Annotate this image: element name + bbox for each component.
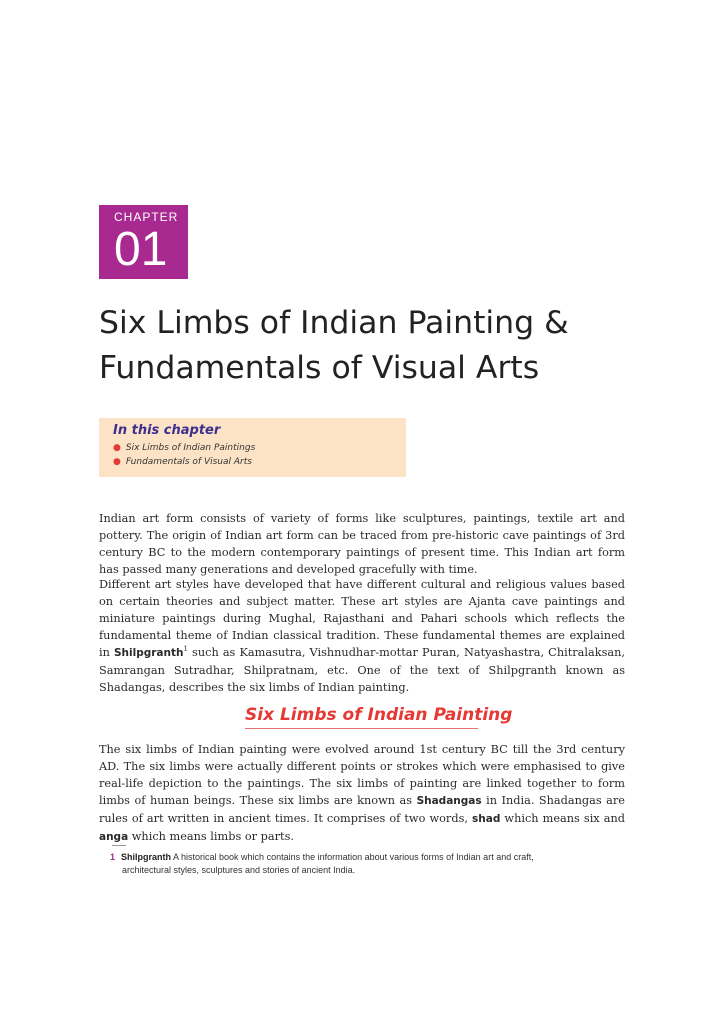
chapter-badge: [99, 205, 188, 279]
footnote-term: Shilpgranth: [121, 852, 172, 862]
in-this-chapter-heading: In this chapter: [113, 423, 221, 438]
paragraph-text: The six limbs of Indian painting were evolved around 1st century BC till the 3rd century AD. The six limbs were actually different points or strokes which were emphasised to give real-life depiction to the paintings. The six limbs of painting are linked together to form limbs of human beings. These six limbs are known as: [99, 743, 625, 807]
bullet-icon: ●: [113, 457, 121, 467]
chapter-label: CHAPTER: [114, 210, 179, 224]
in-this-chapter-item: [113, 455, 406, 469]
in-this-chapter-item-label: Six Limbs of Indian Paintings: [125, 443, 256, 453]
shad-term: shad: [472, 813, 501, 825]
shilpgranth-term: Shilpgranth: [113, 647, 184, 659]
chapter-title-line-1: Six Limbs of Indian Painting &: [99, 305, 569, 341]
in-this-chapter-box: [99, 418, 406, 477]
six-limbs-paragraph: [99, 741, 625, 846]
section-heading-underline: [245, 728, 478, 729]
footnote: [110, 851, 610, 877]
in-this-chapter-item: [113, 441, 406, 455]
shadangas-term: Shadangas: [416, 795, 482, 807]
paragraph-text: in India. Shadangas are rules of art written in ancient times. It comprises of two words,: [99, 794, 625, 825]
paragraph-text: which means six and: [500, 812, 625, 825]
footnote-line-1: [110, 851, 610, 864]
footnote-line-2: architectural styles, sculptures and stories of ancient India.: [122, 865, 356, 875]
bullet-icon: ●: [113, 443, 121, 453]
art-styles-paragraph: [99, 576, 625, 696]
footnote-number: 1: [110, 852, 116, 862]
in-this-chapter-list: [113, 441, 406, 469]
intro-paragraph: Indian art form consists of variety of forms like sculptures, paintings, textile art and pottery. The origin of Indian art form can be traced from pre-historic cave paintings of 3rd century BC to the modern contemporary paintings of present time. This Indian art form has passed many generations and developed gracefully with time.: [99, 512, 625, 576]
footnote-ref: 1: [183, 645, 188, 654]
footnote-divider: [112, 845, 126, 846]
paragraph-text: such as Kamasutra, Vishnudhar-mottar Puran, Natyashastra, Chitralaksan, Samrangan Sutradhar, Shilpratnam, etc. One of the text of Shilpgranth known as Shadangas, describes the six limbs of Indian painting.: [99, 646, 625, 694]
anga-term: anga: [99, 831, 129, 843]
paragraph-text: which means limbs or parts.: [128, 830, 294, 843]
paragraph-text: Different art styles have developed that have different cultural and religious values based on certain theories and subject matter. These art styles are Ajanta cave paintings and miniature paintings during Mughal, Rajasthani and Pahari schools which reflects the fundamental theme of Indian classical tradition. These fundamental themes are explained in: [99, 578, 625, 659]
chapter-title-line-2: Fundamentals of Visual Arts: [99, 350, 540, 386]
chapter-title: [99, 301, 659, 391]
chapter-number: 01: [114, 223, 168, 276]
footnote-text: A historical book which contains the information about various forms of Indian art and craft,: [171, 852, 534, 862]
in-this-chapter-item-label: Fundamentals of Visual Arts: [125, 457, 252, 467]
section-heading: Six Limbs of Indian Painting: [245, 705, 513, 725]
